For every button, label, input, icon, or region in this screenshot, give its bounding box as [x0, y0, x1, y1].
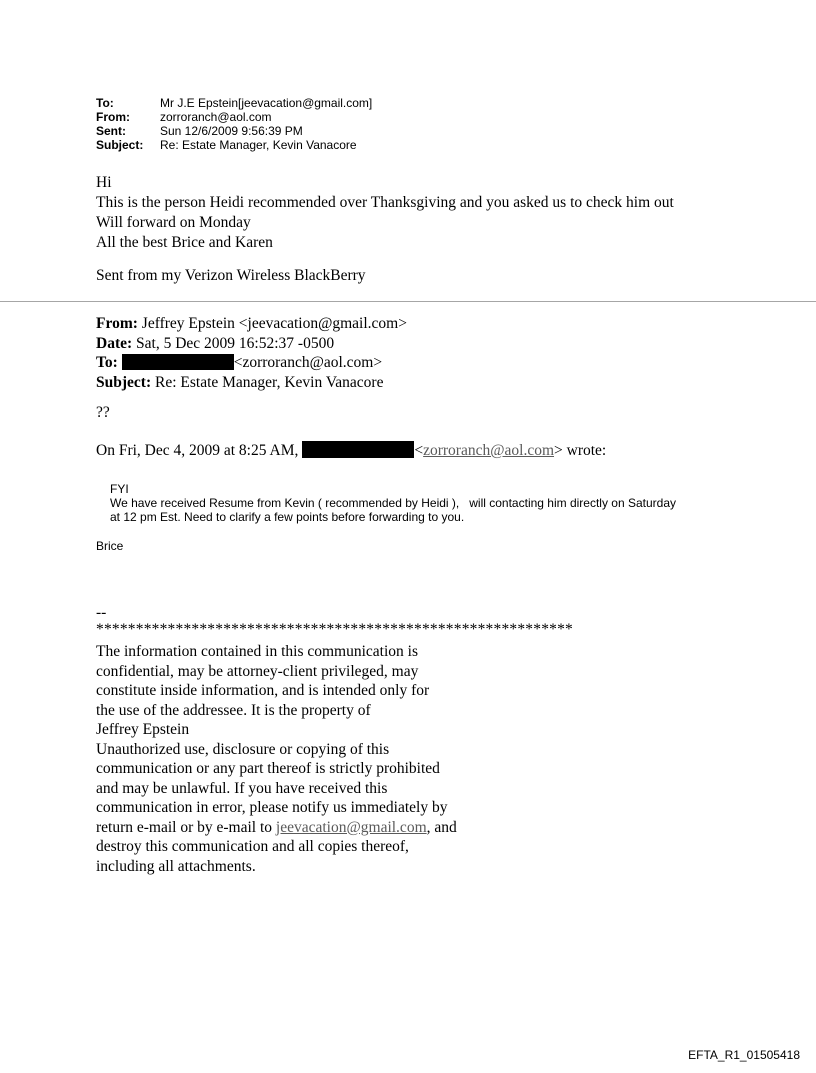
forwarded-date-label: Date: — [96, 334, 133, 352]
document-id: EFTA_R1_01505418 — [688, 1048, 800, 1062]
header-sent-row — [96, 124, 372, 138]
forwarded-subject-value: Re: Estate Manager, Kevin Vanacore — [151, 373, 384, 391]
email-header — [96, 96, 372, 152]
disclaimer — [96, 642, 457, 876]
forwarded-to-row — [96, 353, 407, 373]
header-from-value: zorroranch@aol.com — [160, 110, 272, 124]
forwarded-date-row — [96, 334, 407, 354]
quote-intro — [96, 441, 606, 460]
forwarded-from-label: From: — [96, 315, 138, 332]
header-to-row — [96, 96, 372, 110]
quoted-line-2: We have received Resume from Kevin ( recommended by Heidi ), will contacting him directly on Saturday — [110, 496, 677, 510]
header-from-row — [96, 110, 372, 124]
disclaimer-line: communication in error, please notify us immediately by — [96, 799, 448, 816]
forwarded-subject-label: Subject: — [96, 373, 152, 391]
redaction-box — [302, 441, 414, 458]
quoted-message — [110, 482, 730, 524]
disclaimer-line-suffix: , and — [426, 818, 457, 836]
redaction-box — [122, 354, 234, 370]
disclaimer-line: The information contained in this communication is — [96, 643, 418, 660]
disclaimer-line: Unauthorized use, disclosure or copying of this — [96, 740, 390, 758]
forwarded-header — [96, 314, 407, 392]
reply-text: ?? — [96, 404, 110, 421]
header-subject-value: Re: Estate Manager, Kevin Vanacore — [160, 138, 357, 152]
disclaimer-line: the use of the addressee. It is the property of — [96, 701, 371, 719]
signature-separator: -- — [96, 604, 107, 621]
forwarded-to-label: To: — [96, 354, 118, 371]
asterisk-line: ************************************************************ — [96, 621, 573, 638]
forwarded-from-row — [96, 314, 407, 334]
header-sent-value: Sun 12/6/2009 9:56:39 PM — [160, 124, 303, 138]
message-line-4: All the best Brice and Karen — [96, 234, 273, 251]
quoted-signoff: Brice — [96, 539, 124, 553]
disclaimer-line — [96, 818, 457, 838]
header-subject-label: Subject: — [96, 138, 144, 152]
message-line-1: Hi — [96, 174, 112, 191]
disclaimer-line: communication or any part thereof is strictly prohibited — [96, 760, 440, 777]
forwarded-from-value: Jeffrey Epstein <jeevacation@gmail.com> — [137, 315, 407, 332]
disclaimer-line: confidential, may be attorney-client privileged, may — [96, 662, 419, 680]
message-signature: Sent from my Verizon Wireless BlackBerry — [96, 267, 366, 284]
disclaimer-line: constitute inside information, and is intended only for — [96, 682, 430, 699]
header-to-label: To: — [96, 96, 114, 110]
header-to-value: Mr J.E Epstein[jeevacation@gmail.com] — [160, 96, 373, 110]
disclaimer-line: destroy this communication and all copies thereof, — [96, 838, 409, 855]
message-line-3: Will forward on Monday — [96, 214, 251, 231]
message-body — [96, 173, 674, 286]
disclaimer-line: Jeffrey Epstein — [96, 721, 190, 738]
disclaimer-line: and may be unlawful. If you have received this — [96, 779, 388, 797]
divider — [0, 301, 816, 302]
disclaimer-line-prefix: return e-mail or by e-mail to — [96, 818, 276, 836]
email-link[interactable]: zorroranch@aol.com — [423, 442, 555, 459]
message-line-2: This is the person Heidi recommended over Thanksgiving and you asked us to check him out — [96, 194, 674, 211]
quote-intro-lt: < — [414, 442, 424, 459]
quote-intro-suffix: > wrote: — [554, 442, 607, 459]
header-subject-row — [96, 138, 372, 152]
quoted-line-3: at 12 pm Est. Need to clarify a few points before forwarding to you. — [110, 510, 465, 524]
quote-intro-prefix: On Fri, Dec 4, 2009 at 8:25 AM, — [96, 442, 299, 459]
forwarded-subject-row — [96, 373, 407, 393]
disclaimer-line: including all attachments. — [96, 857, 256, 875]
forwarded-to-value: <zorroranch@aol.com> — [233, 354, 383, 371]
header-sent-label: Sent: — [96, 124, 126, 138]
quoted-line-1: FYI — [110, 482, 129, 496]
forwarded-date-value: Sat, 5 Dec 2009 16:52:37 -0500 — [132, 334, 335, 352]
email-link[interactable]: jeevacation@gmail.com — [275, 818, 427, 836]
header-from-label: From: — [96, 110, 130, 124]
